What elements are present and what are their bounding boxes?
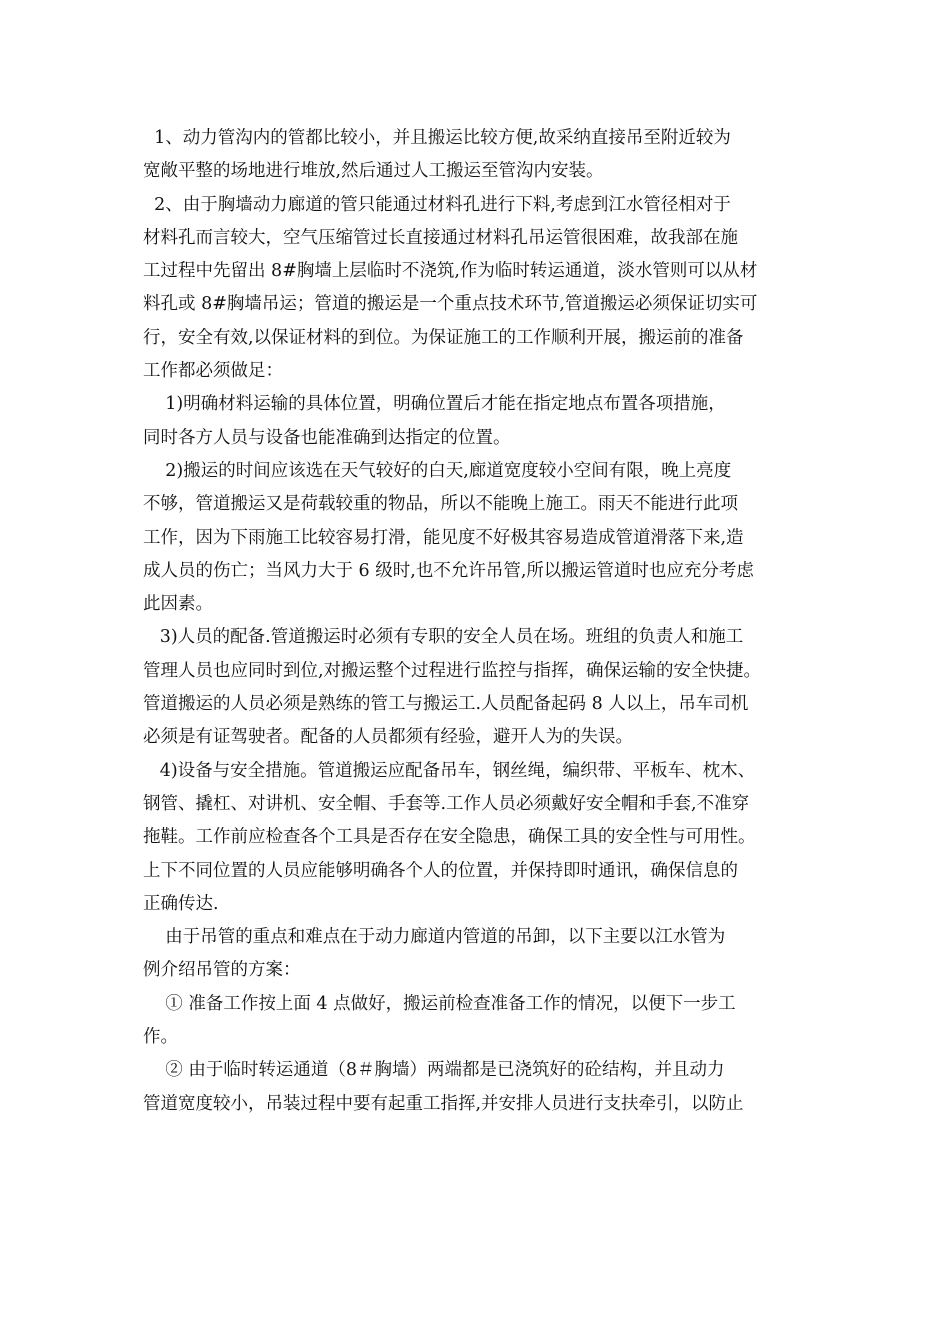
text-line: 工过程中先留出 8#胸墙上层临时不浇筑,作为临时转运通道，淡水管则可以从材	[143, 261, 758, 282]
text-line: 拖鞋。工作前应检查各个工具是否存在安全隐患，确保工具的安全性与可用性。	[143, 827, 756, 848]
text-line: ① 准备工作按上面 4 点做好，搬运前检查准备工作的情况，以便下一步工	[143, 993, 736, 1014]
text-line: 2)搬运的时间应该选在天气较好的白天,廊道宽度较小空间有限，晚上亮度	[143, 460, 732, 481]
text-line: 材料孔而言较大，空气压缩管过长直接通过材料孔吊运管很困难，故我部在施	[143, 227, 738, 248]
text-line: 正确传达.	[143, 893, 219, 914]
paragraph-5	[143, 621, 815, 754]
text-line: 2、由于胸墙动力廊道的管只能通过材料孔进行下料,考虑到江水管径相对于	[143, 194, 731, 215]
paragraph-6	[143, 755, 815, 921]
text-line: 3)人员的配备.管道搬运时必须有专职的安全人员在场。班组的负责人和施工	[143, 627, 744, 648]
text-line: 管理人员也应同时到位,对搬运整个过程进行监控与指挥，确保运输的安全快捷。	[143, 660, 762, 681]
text-line: 同时各方人员与设备也能准确到达指定的位置。	[143, 427, 511, 448]
text-line: 1)明确材料运输的具体位置，明确位置后才能在指定地点布置各项措施，	[143, 394, 726, 415]
text-line: ② 由于临时转运通道（8＃胸墙）两端都是已浇筑好的砼结构，并且动力	[143, 1060, 725, 1081]
text-line: 上下不同位置的人员应能够明确各个人的位置，并保持即时通讯，确保信息的	[143, 860, 738, 881]
paragraph-2	[143, 189, 815, 389]
text-line: 4)设备与安全措施。管道搬运应配备吊车，钢丝绳，编织带、平板车、枕木、	[143, 760, 756, 781]
text-line: 此因素。	[143, 594, 213, 615]
text-line: 行，安全有效,以保证材料的到位。为保证施工的工作顺利开展，搬运前的准备	[143, 327, 744, 348]
paragraph-9	[143, 1054, 815, 1121]
text-line: 必须是有证驾驶者。配备的人员都须有经验，避开人为的失误。	[143, 727, 633, 748]
paragraph-4	[143, 455, 815, 621]
text-line: 钢管、撬杠、对讲机、安全帽、手套等.工作人员必须戴好安全帽和手套,不准穿	[143, 793, 750, 814]
text-line: 1、动力管沟内的管都比较小，并且搬运比较方便,故采纳直接吊至附近较为	[143, 128, 731, 148]
text-line: 例介绍吊管的方案：	[143, 960, 301, 981]
text-line: 料孔或 8#胸墙吊运；管道的搬运是一个重点技术环节,管道搬运必须保证切实可	[143, 294, 758, 315]
text-line: 工作，因为下雨施工比较容易打滑，能见度不好极其容易造成管道滑落下来,造	[143, 527, 744, 548]
text-line: 成人员的伤亡；当风力大于 6 级时,也不允许吊管,所以搬运管道时也应充分考虑	[143, 560, 754, 581]
text-line: 不够，管道搬运又是荷载较重的物品，所以不能晚上施工。雨天不能进行此项	[143, 494, 738, 515]
text-line: 宽敞平整的场地进行堆放,然后通过人工搬运至管沟内安装。	[143, 161, 604, 182]
paragraph-1	[143, 122, 815, 189]
text-line: 管道搬运的人员必须是熟练的管工与搬运工.人员配备起码 8 人以上，吊车司机	[143, 694, 749, 715]
text-line: 工作都必须做足：	[143, 361, 283, 382]
text-line: 作。	[143, 1027, 178, 1048]
text-line: 管道宽度较小，吊装过程中要有起重工指挥,并安排人员进行支扶牵引，以防止	[143, 1093, 744, 1114]
paragraph-8	[143, 988, 815, 1055]
paragraph-3	[143, 388, 815, 455]
paragraph-7	[143, 921, 815, 988]
document-body	[143, 122, 815, 1121]
text-line: 由于吊管的重点和难点在于动力廊道内管道的吊卸，以下主要以江水管为	[143, 927, 726, 948]
